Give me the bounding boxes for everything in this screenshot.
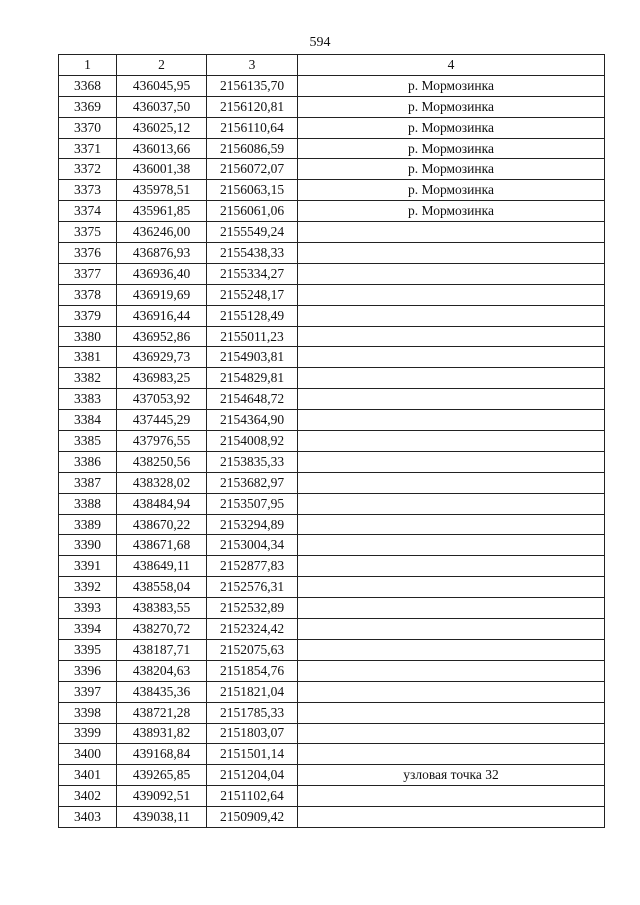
x-coordinate-cell: 438721,28 — [117, 702, 207, 723]
point-number-cell: 3387 — [59, 472, 117, 493]
y-coordinate-cell: 2151102,64 — [207, 786, 298, 807]
description-cell — [298, 431, 605, 452]
table-row — [59, 410, 605, 431]
table-row — [59, 96, 605, 117]
point-number-cell: 3372 — [59, 159, 117, 180]
table-row — [59, 535, 605, 556]
table-row — [59, 389, 605, 410]
point-number-cell: 3402 — [59, 786, 117, 807]
description-cell — [298, 598, 605, 619]
x-coordinate-cell: 435961,85 — [117, 201, 207, 222]
point-number-cell: 3382 — [59, 368, 117, 389]
point-number-cell: 3378 — [59, 284, 117, 305]
table-row — [59, 619, 605, 640]
header-x-coordinate: 2 — [117, 55, 207, 76]
x-coordinate-cell: 436936,40 — [117, 263, 207, 284]
x-coordinate-cell: 436919,69 — [117, 284, 207, 305]
table-row — [59, 451, 605, 472]
coordinates-table — [58, 54, 605, 828]
x-coordinate-cell: 438270,72 — [117, 619, 207, 640]
point-number-cell: 3369 — [59, 96, 117, 117]
table-row — [59, 222, 605, 243]
point-number-cell: 3383 — [59, 389, 117, 410]
x-coordinate-cell: 437053,92 — [117, 389, 207, 410]
table-row — [59, 493, 605, 514]
table-row — [59, 326, 605, 347]
table-row — [59, 472, 605, 493]
description-cell — [298, 263, 605, 284]
y-coordinate-cell: 2152324,42 — [207, 619, 298, 640]
description-cell — [298, 807, 605, 828]
point-number-cell: 3374 — [59, 201, 117, 222]
y-coordinate-cell: 2153004,34 — [207, 535, 298, 556]
point-number-cell: 3388 — [59, 493, 117, 514]
x-coordinate-cell: 439038,11 — [117, 807, 207, 828]
description-cell — [298, 222, 605, 243]
x-coordinate-cell: 437445,29 — [117, 410, 207, 431]
x-coordinate-cell: 436246,00 — [117, 222, 207, 243]
y-coordinate-cell: 2151501,14 — [207, 744, 298, 765]
table-row — [59, 368, 605, 389]
table-row — [59, 514, 605, 535]
x-coordinate-cell: 438383,55 — [117, 598, 207, 619]
table-row — [59, 681, 605, 702]
y-coordinate-cell: 2151204,04 — [207, 765, 298, 786]
y-coordinate-cell: 2152877,83 — [207, 556, 298, 577]
description-cell — [298, 410, 605, 431]
table-row — [59, 201, 605, 222]
x-coordinate-cell: 436037,50 — [117, 96, 207, 117]
description-cell — [298, 723, 605, 744]
description-cell — [298, 451, 605, 472]
y-coordinate-cell: 2153507,95 — [207, 493, 298, 514]
description-cell: р. Мормозинка — [298, 96, 605, 117]
point-number-cell: 3392 — [59, 577, 117, 598]
x-coordinate-cell: 436929,73 — [117, 347, 207, 368]
y-coordinate-cell: 2154829,81 — [207, 368, 298, 389]
point-number-cell: 3385 — [59, 431, 117, 452]
y-coordinate-cell: 2151821,04 — [207, 681, 298, 702]
y-coordinate-cell: 2155248,17 — [207, 284, 298, 305]
x-coordinate-cell: 436001,38 — [117, 159, 207, 180]
point-number-cell: 3401 — [59, 765, 117, 786]
description-cell — [298, 368, 605, 389]
y-coordinate-cell: 2154364,90 — [207, 410, 298, 431]
description-cell — [298, 493, 605, 514]
y-coordinate-cell: 2151803,07 — [207, 723, 298, 744]
table-row — [59, 723, 605, 744]
x-coordinate-cell: 438649,11 — [117, 556, 207, 577]
point-number-cell: 3391 — [59, 556, 117, 577]
x-coordinate-cell: 435978,51 — [117, 180, 207, 201]
y-coordinate-cell: 2155011,23 — [207, 326, 298, 347]
y-coordinate-cell: 2151854,76 — [207, 660, 298, 681]
y-coordinate-cell: 2156072,07 — [207, 159, 298, 180]
point-number-cell: 3390 — [59, 535, 117, 556]
point-number-cell: 3379 — [59, 305, 117, 326]
table-row — [59, 577, 605, 598]
description-cell — [298, 514, 605, 535]
description-cell — [298, 556, 605, 577]
table-body — [59, 75, 605, 827]
table-row — [59, 159, 605, 180]
table-row — [59, 765, 605, 786]
x-coordinate-cell: 436983,25 — [117, 368, 207, 389]
x-coordinate-cell: 439265,85 — [117, 765, 207, 786]
y-coordinate-cell: 2152075,63 — [207, 639, 298, 660]
point-number-cell: 3368 — [59, 75, 117, 96]
table-row — [59, 347, 605, 368]
table-row — [59, 180, 605, 201]
y-coordinate-cell: 2155334,27 — [207, 263, 298, 284]
x-coordinate-cell: 438931,82 — [117, 723, 207, 744]
description-cell — [298, 472, 605, 493]
description-cell: р. Мормозинка — [298, 138, 605, 159]
description-cell — [298, 577, 605, 598]
table-row — [59, 117, 605, 138]
x-coordinate-cell: 438250,56 — [117, 451, 207, 472]
x-coordinate-cell: 439092,51 — [117, 786, 207, 807]
point-number-cell: 3397 — [59, 681, 117, 702]
point-number-cell: 3376 — [59, 243, 117, 264]
point-number-cell: 3377 — [59, 263, 117, 284]
x-coordinate-cell: 439168,84 — [117, 744, 207, 765]
y-coordinate-cell: 2156135,70 — [207, 75, 298, 96]
description-cell: р. Мормозинка — [298, 75, 605, 96]
table-row — [59, 598, 605, 619]
point-number-cell: 3395 — [59, 639, 117, 660]
description-cell — [298, 326, 605, 347]
table-row — [59, 786, 605, 807]
header-row — [59, 55, 605, 76]
x-coordinate-cell: 438187,71 — [117, 639, 207, 660]
point-number-cell: 3375 — [59, 222, 117, 243]
table-header — [59, 55, 605, 76]
description-cell — [298, 389, 605, 410]
description-cell — [298, 535, 605, 556]
description-cell — [298, 702, 605, 723]
table-row — [59, 431, 605, 452]
table-row — [59, 138, 605, 159]
x-coordinate-cell: 438670,22 — [117, 514, 207, 535]
y-coordinate-cell: 2153294,89 — [207, 514, 298, 535]
point-number-cell: 3384 — [59, 410, 117, 431]
table-row — [59, 284, 605, 305]
page-number: 594 — [309, 35, 331, 50]
x-coordinate-cell: 436013,66 — [117, 138, 207, 159]
description-cell — [298, 305, 605, 326]
y-coordinate-cell: 2153835,33 — [207, 451, 298, 472]
point-number-cell: 3398 — [59, 702, 117, 723]
point-number-cell: 3399 — [59, 723, 117, 744]
description-cell — [298, 660, 605, 681]
table-row — [59, 263, 605, 284]
description-cell — [298, 243, 605, 264]
x-coordinate-cell: 438204,63 — [117, 660, 207, 681]
description-cell: р. Мормозинка — [298, 159, 605, 180]
description-cell — [298, 284, 605, 305]
x-coordinate-cell: 436952,86 — [117, 326, 207, 347]
header-description: 4 — [298, 55, 605, 76]
description-cell — [298, 786, 605, 807]
x-coordinate-cell: 436916,44 — [117, 305, 207, 326]
description-cell — [298, 681, 605, 702]
y-coordinate-cell: 2152576,31 — [207, 577, 298, 598]
x-coordinate-cell: 436045,95 — [117, 75, 207, 96]
y-coordinate-cell: 2150909,42 — [207, 807, 298, 828]
point-number-cell: 3396 — [59, 660, 117, 681]
description-cell — [298, 619, 605, 640]
y-coordinate-cell: 2151785,33 — [207, 702, 298, 723]
x-coordinate-cell: 438671,68 — [117, 535, 207, 556]
table-row — [59, 243, 605, 264]
x-coordinate-cell: 438484,94 — [117, 493, 207, 514]
description-cell — [298, 347, 605, 368]
y-coordinate-cell: 2155128,49 — [207, 305, 298, 326]
y-coordinate-cell: 2154008,92 — [207, 431, 298, 452]
y-coordinate-cell: 2155549,24 — [207, 222, 298, 243]
y-coordinate-cell: 2152532,89 — [207, 598, 298, 619]
point-number-cell: 3386 — [59, 451, 117, 472]
point-number-cell: 3380 — [59, 326, 117, 347]
point-number-cell: 3403 — [59, 807, 117, 828]
table-row — [59, 660, 605, 681]
point-number-cell: 3389 — [59, 514, 117, 535]
x-coordinate-cell: 436025,12 — [117, 117, 207, 138]
y-coordinate-cell: 2156110,64 — [207, 117, 298, 138]
x-coordinate-cell: 438558,04 — [117, 577, 207, 598]
description-cell: узловая точка 32 — [298, 765, 605, 786]
y-coordinate-cell: 2156063,15 — [207, 180, 298, 201]
description-cell — [298, 744, 605, 765]
x-coordinate-cell: 436876,93 — [117, 243, 207, 264]
header-point-number: 1 — [59, 55, 117, 76]
table-row — [59, 305, 605, 326]
table-row — [59, 702, 605, 723]
y-coordinate-cell: 2155438,33 — [207, 243, 298, 264]
table-row — [59, 75, 605, 96]
header-y-coordinate: 3 — [207, 55, 298, 76]
point-number-cell: 3371 — [59, 138, 117, 159]
point-number-cell: 3393 — [59, 598, 117, 619]
description-cell: р. Мормозинка — [298, 201, 605, 222]
y-coordinate-cell: 2154648,72 — [207, 389, 298, 410]
point-number-cell: 3394 — [59, 619, 117, 640]
description-cell — [298, 639, 605, 660]
y-coordinate-cell: 2156120,81 — [207, 96, 298, 117]
description-cell: р. Мормозинка — [298, 180, 605, 201]
x-coordinate-cell: 438328,02 — [117, 472, 207, 493]
x-coordinate-cell: 438435,36 — [117, 681, 207, 702]
point-number-cell: 3400 — [59, 744, 117, 765]
description-cell: р. Мормозинка — [298, 117, 605, 138]
table-row — [59, 807, 605, 828]
point-number-cell: 3370 — [59, 117, 117, 138]
x-coordinate-cell: 437976,55 — [117, 431, 207, 452]
y-coordinate-cell: 2154903,81 — [207, 347, 298, 368]
y-coordinate-cell: 2153682,97 — [207, 472, 298, 493]
point-number-cell: 3381 — [59, 347, 117, 368]
table-row — [59, 639, 605, 660]
y-coordinate-cell: 2156061,06 — [207, 201, 298, 222]
table-row — [59, 556, 605, 577]
table-row — [59, 744, 605, 765]
y-coordinate-cell: 2156086,59 — [207, 138, 298, 159]
point-number-cell: 3373 — [59, 180, 117, 201]
